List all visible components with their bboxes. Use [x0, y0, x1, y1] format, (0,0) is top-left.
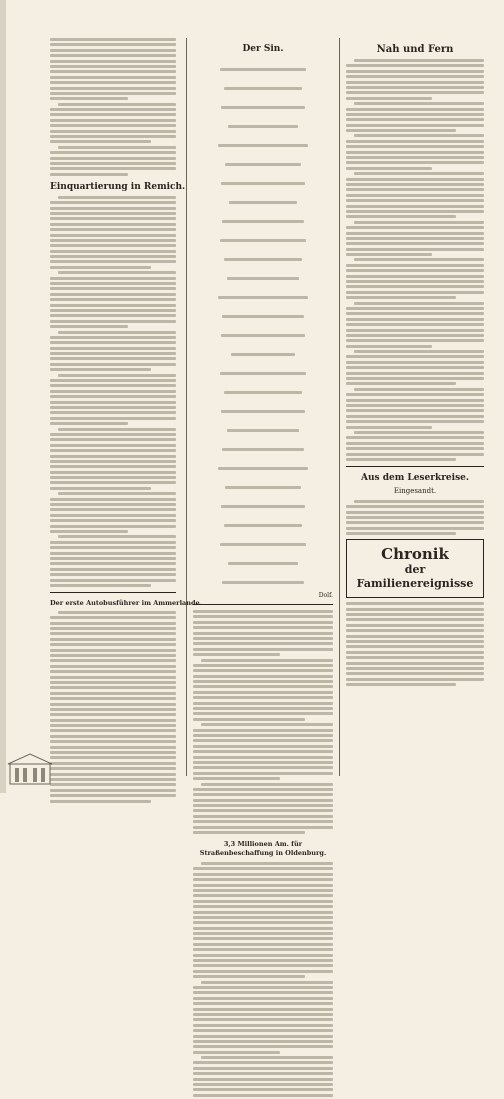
column-rule [339, 38, 340, 776]
divider [193, 604, 333, 605]
article-body [50, 611, 176, 803]
section-heading-nah-fern: Nah und Fern [376, 44, 454, 55]
section-heading-leserkreise: Aus dem Leserkreise. [360, 472, 470, 483]
article-body [193, 610, 333, 834]
poem-title: Der Sin. [242, 44, 284, 54]
page-binding-edge [0, 0, 6, 793]
chronik-subtitle: der Familienereignisse [356, 563, 474, 591]
article-body [50, 196, 176, 587]
article-heading: Der erste Autobusführer im Ammerlande. [50, 598, 202, 607]
news-items [346, 59, 484, 461]
column-1 [50, 38, 202, 805]
article-heading [193, 840, 333, 858]
article-heading-text: 3,3 Millionen Am. für Straßenbeschaffung in Oldenburg. [199, 840, 327, 858]
chronik-entries [346, 602, 484, 686]
column-2 [193, 38, 333, 1099]
poem-text [193, 58, 333, 590]
article-intro-text [50, 38, 176, 176]
column-rule [186, 38, 187, 776]
library-building-icon [6, 752, 54, 786]
divider [346, 466, 484, 467]
chronik-box [346, 539, 484, 598]
poem-signature: Dolf. [318, 592, 333, 599]
article-heading: Einquartierung in Remich. [50, 181, 186, 192]
eingesandt-label: Eingesandt. [393, 486, 437, 495]
divider [50, 592, 176, 593]
article-body [193, 862, 333, 1097]
letter-text [346, 500, 484, 535]
column-3 [346, 38, 484, 689]
chronik-title: Chronik [381, 545, 449, 564]
